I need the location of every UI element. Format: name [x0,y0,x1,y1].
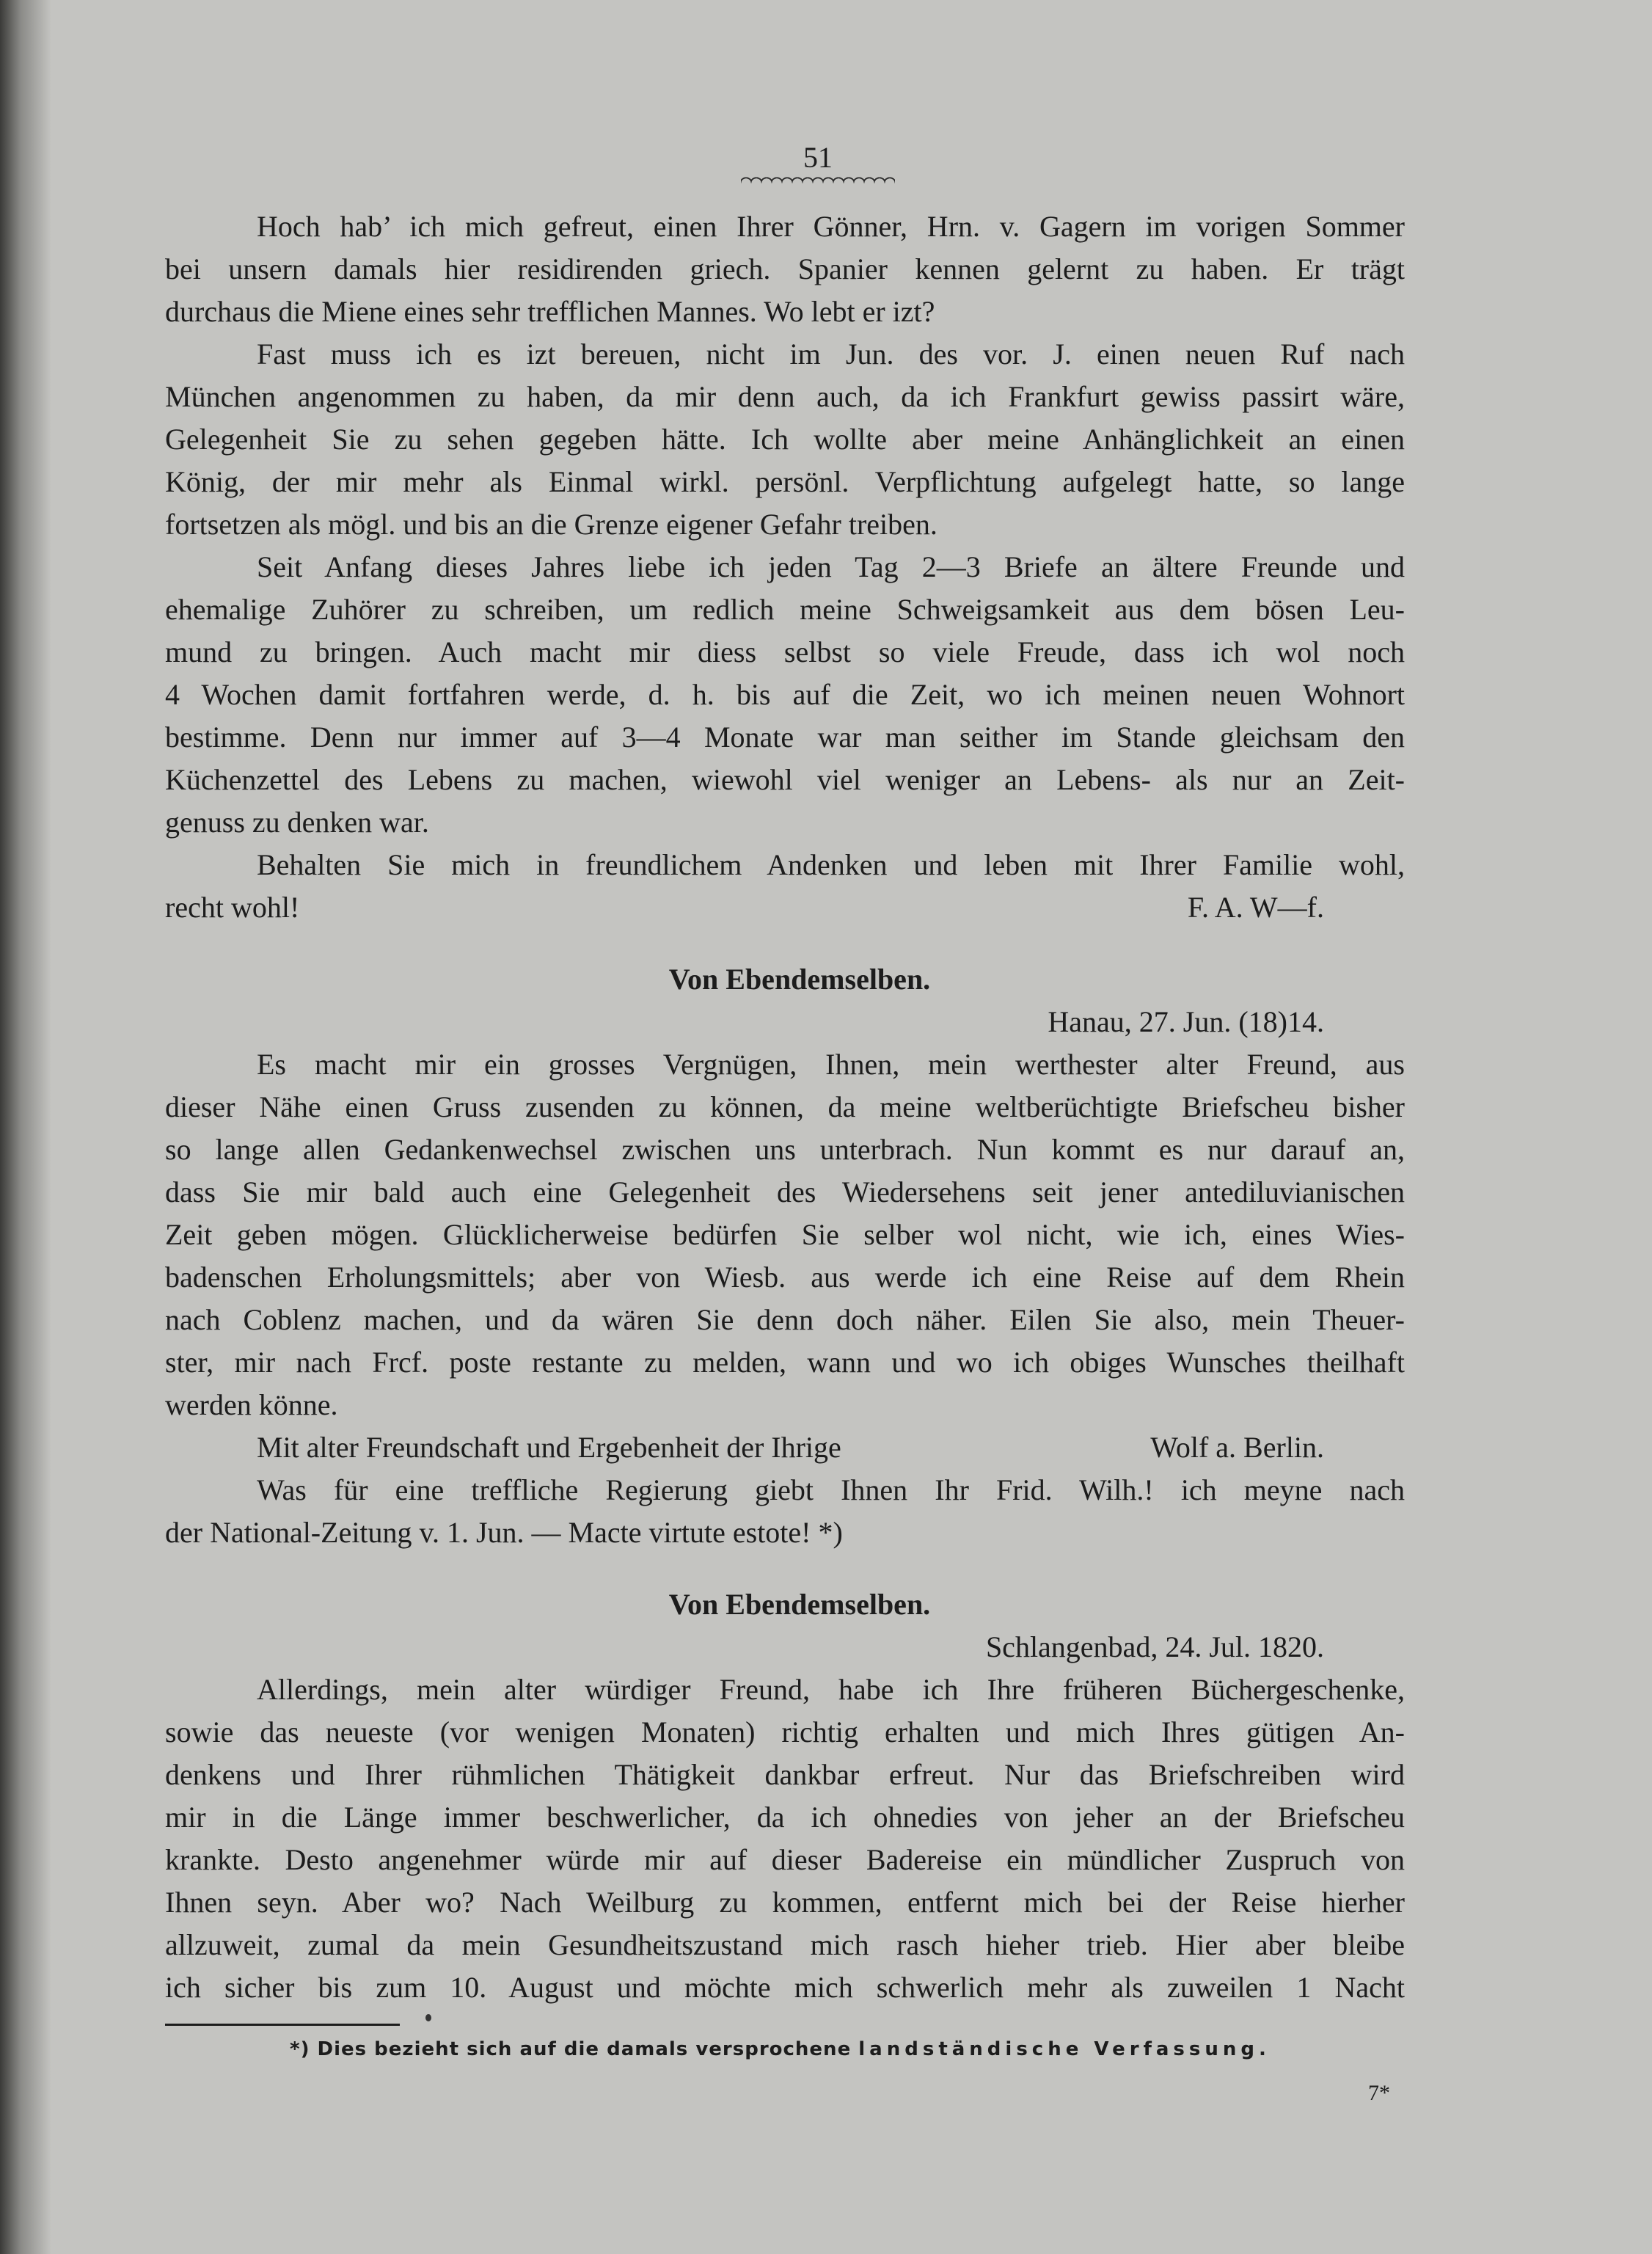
text-line: der National-Zeitung v. 1. Jun. — Macte virtute estote! *) [165,1516,843,1549]
text-line: so lange allen Gedankenwechsel zwischen uns unterbrach. Nun kommt es nur darauf an, [165,1133,1405,1166]
page-text-block [165,139,1405,2108]
text-line: allzuweit, zumal da mein Gesundheitszustand mich rasch hieher trieb. Hier aber bleibe [165,1928,1405,1961]
text-line: recht wohl! [165,891,300,924]
paragraph-muenchen [165,333,1405,546]
text-line: Ihnen seyn. Aber wo? Nach Weilburg zu kommen, entfernt mich bei der Reise hierher [165,1886,1405,1919]
signature-line [165,886,1405,929]
text-line: sowie das neueste (vor wenigen Monaten) richtig erhalten und mich Ihres gütigen An- [165,1715,1405,1748]
page-number: 51 [803,141,833,174]
page-number-ornament [741,176,895,183]
text-line: badenschen Erholungsmittels; aber von Wiesb. aus werde ich eine Reise auf dem Rhein [165,1261,1405,1294]
text-line: ich sicher bis zum 10. August und möchte mich schwerlich mehr als zuweilen 1 Nacht [165,1971,1405,2004]
paragraph-allerdings [165,1668,1405,2009]
letter-heading: Von Ebendemselben. [668,963,931,996]
text-line: Küchenzettel des Lebens zu machen, wiewohl viel weniger an Lebens- als nur an Zeit- [165,763,1405,796]
letter-heading: Von Ebendemselben. [668,1588,931,1621]
text-line: mir in die Länge immer beschwerlicher, da ich ohnedies von jeher an der Briefscheu [165,1801,1405,1834]
letter-place-date: Schlangenbad, 24. Jul. 1820. [985,1630,1324,1663]
text-line: ster, mir nach Frcf. poste restante zu melden, wann und wo ich obiges Wunsches theilhaft [165,1346,1405,1379]
text-line: werden könne. [165,1388,338,1421]
text-line: Seit Anfang dieses Jahres liebe ich jeden Tag 2—3 Briefe an ältere Freunde und [257,550,1405,583]
text-line: Hoch hab’ ich mich gefreut, einen Ihrer Gönner, Hrn. v. Gagern im vorigen Sommer [257,210,1405,243]
text-line: 4 Wochen damit fortfahren werde, d. h. bis auf die Zeit, wo ich meinen neuen Wohnort [165,678,1405,711]
text-line: Zeit geben mögen. Glücklicherweise bedürfen Sie selber wol nicht, wie ich, eines Wies- [165,1218,1405,1251]
paragraph-gagern [165,205,1405,333]
footnote-spaced-text: landständische Verfassung. [858,2038,1271,2060]
footnote-text: *) Dies bezieht sich auf die damals versprochene [290,2038,852,2060]
footnote-rule [165,2024,400,2026]
text-line: Behalten Sie mich in freundlichem Andenken und leben mit Ihrer Familie wohl, [257,848,1405,881]
paragraph-vergnuegen [165,1043,1405,1426]
text-line: Allerdings, mein alter würdiger Freund, habe ich Ihre früheren Büchergeschenke, [257,1673,1405,1706]
text-line: Fast muss ich es izt bereuen, nicht im Jun. des vor. J. einen neuen Ruf nach [257,338,1405,371]
text-line: dieser Nähe einen Gruss zusenden zu können, da meine weltberüchtigte Briefscheu bisher [165,1090,1405,1123]
text-line: bestimme. Denn nur immer auf 3—4 Monate war man seither im Stande gleichsam den [165,721,1405,754]
paragraph-regierung [165,1469,1405,1554]
footnote [165,2035,1405,2064]
text-line: ehemalige Zuhörer zu schreiben, um redlich meine Schweigsamkeit aus dem bösen Leu- [165,593,1405,626]
text-line: nach Coblenz machen, und da wären Sie denn doch näher. Eilen Sie also, mein Theuer- [165,1303,1405,1336]
text-line: denkens und Ihrer rühmlichen Thätigkeit dankbar erfreut. Nur das Briefschreiben wird [165,1758,1405,1791]
text-line: München angenommen zu haben, da mir denn auch, da ich Frankfurt gewiss passirt wäre, [165,380,1405,413]
text-line: durchaus die Miene eines sehr trefflichen Mannes. Wo lebt er izt? [165,295,935,328]
binding-shadow [0,0,51,2254]
signature-wolf-berlin: Wolf a. Berlin. [1150,1431,1324,1464]
signature-wolf-initials: F. A. W—f. [1187,891,1324,924]
text-line: Es macht mir ein grosses Vergnügen, Ihnen, mein werthester alter Freund, aus [257,1048,1405,1081]
text-line: dass Sie mir bald auch eine Gelegenheit des Wiedersehens seit jener antediluvianischen [165,1175,1405,1208]
text-line: bei unsern damals hier residirenden griech. Spanier kennen gelernt zu haben. Er trägt [165,252,1405,285]
text-line: mund zu bringen. Auch macht mir diess selbst so viele Freude, dass ich wol noch [165,635,1405,668]
printer-signature-mark: 7* [1368,2081,1390,2105]
text-line: Gelegenheit Sie zu sehen gegeben hätte. Ich wollte aber meine Anhänglichkeit an einen [165,423,1405,456]
letter-place-date: Hanau, 27. Jun. (18)14. [1048,1005,1324,1038]
closing-line [165,1426,1405,1469]
text-line: Was für eine treffliche Regierung giebt Ihnen Ihr Frid. Wilh.! ich meyne nach [257,1473,1405,1506]
closing-text: Mit alter Freundschaft und Ergebenheit der Ihrige [257,1431,841,1464]
text-line: fortsetzen als mögl. und bis an die Grenze eigener Gefahr treiben. [165,508,938,541]
paragraph-briefe [165,546,1405,844]
text-line: krankte. Desto angenehmer würde mir auf dieser Badereise ein mündlicher Zuspruch von [165,1843,1405,1876]
paragraph-closing-1 [165,844,1405,929]
text-line: genuss zu denken war. [165,806,429,839]
text-line: König, der mir mehr als Einmal wirkl. persönl. Verpflichtung aufgelegt hatte, so lange [165,465,1405,498]
